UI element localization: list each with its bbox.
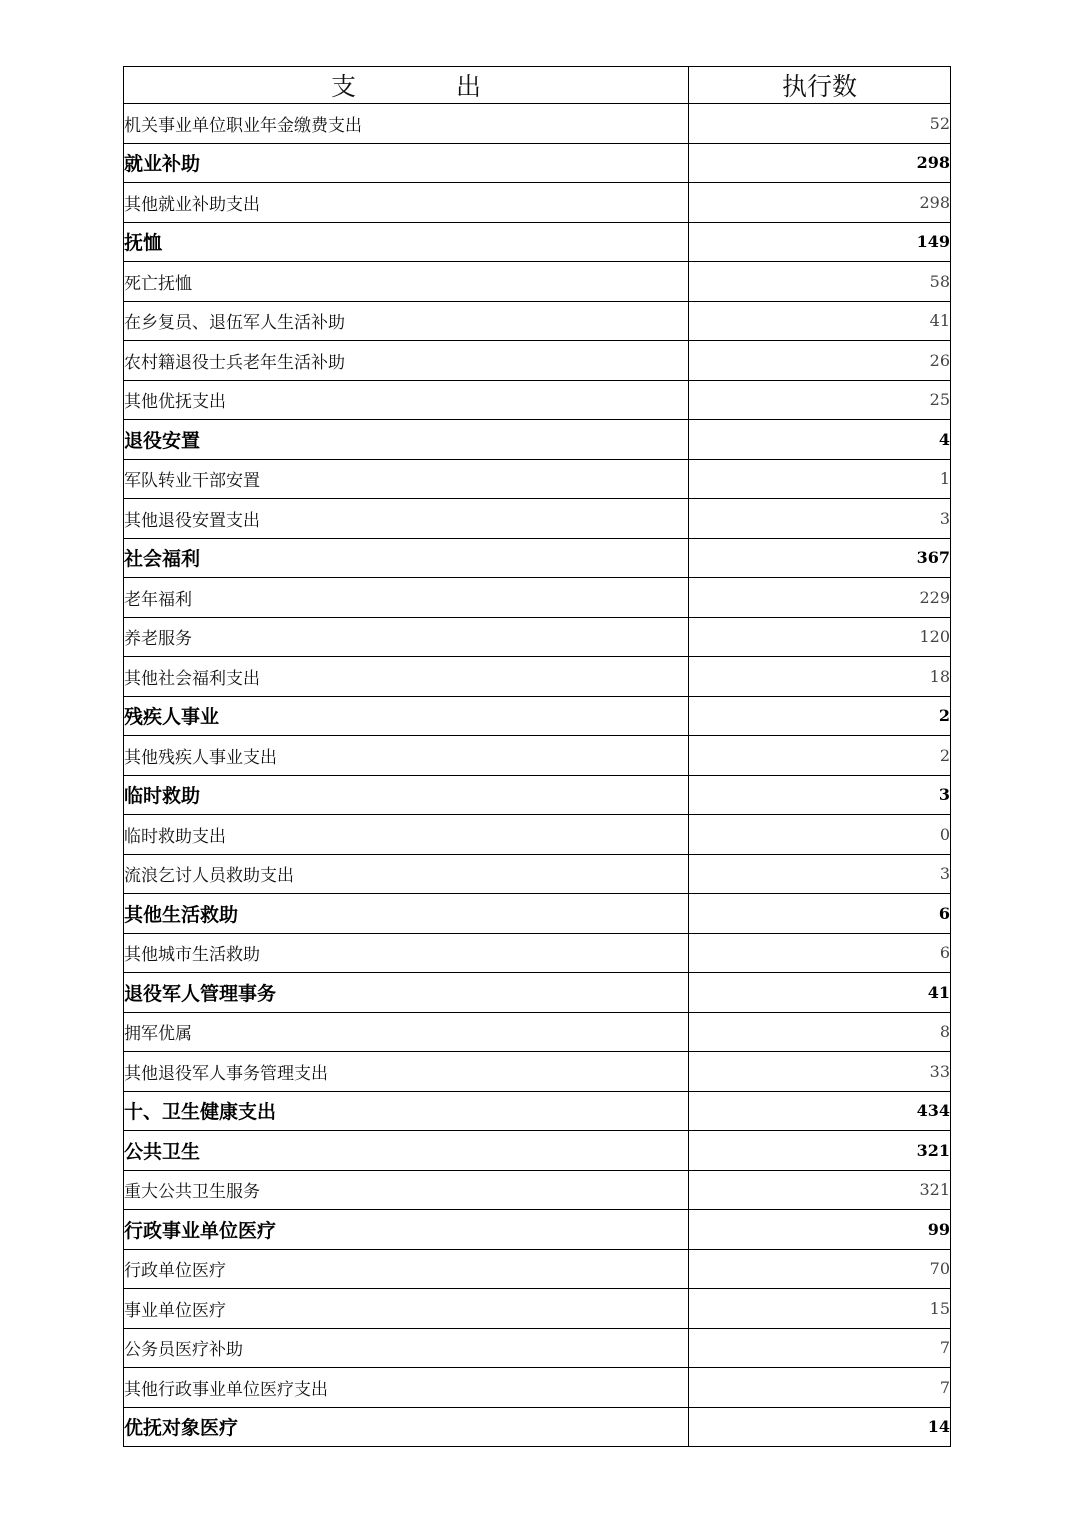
table-row	[124, 933, 951, 973]
row-item-value: 41	[689, 301, 951, 341]
row-item-name: 其他行政事业单位医疗支出	[124, 1368, 689, 1408]
row-item-value: 2	[689, 736, 951, 776]
table-row	[124, 973, 951, 1013]
row-item-value: 52	[689, 104, 951, 144]
table-row	[124, 815, 951, 855]
row-item-name: 在乡复员、退伍军人生活补助	[124, 301, 689, 341]
row-item-value: 14	[689, 1407, 951, 1447]
row-item-name: 残疾人事业	[124, 696, 689, 736]
row-item-value: 298	[689, 143, 951, 183]
row-item-name: 社会福利	[124, 538, 689, 578]
table-row	[124, 301, 951, 341]
row-item-name: 公共卫生	[124, 1131, 689, 1171]
row-item-value: 229	[689, 578, 951, 618]
table-row	[124, 183, 951, 223]
table-row	[124, 1052, 951, 1092]
table-row	[124, 222, 951, 262]
table-row	[124, 499, 951, 539]
row-item-value: 7	[689, 1328, 951, 1368]
table-row	[124, 736, 951, 776]
row-item-name: 临时救助	[124, 775, 689, 815]
row-item-name: 其他退役军人事务管理支出	[124, 1052, 689, 1092]
table-row	[124, 1170, 951, 1210]
row-item-name: 养老服务	[124, 617, 689, 657]
row-item-name: 行政单位医疗	[124, 1249, 689, 1289]
row-item-value: 4	[689, 420, 951, 460]
row-item-value: 3	[689, 499, 951, 539]
row-item-value: 41	[689, 973, 951, 1013]
table-row	[124, 420, 951, 460]
row-item-name: 机关事业单位职业年金缴费支出	[124, 104, 689, 144]
row-item-value: 149	[689, 222, 951, 262]
row-item-value: 7	[689, 1368, 951, 1408]
table-row	[124, 775, 951, 815]
table-body	[124, 104, 951, 1447]
row-item-name: 其他社会福利支出	[124, 657, 689, 697]
row-item-name: 临时救助支出	[124, 815, 689, 855]
row-item-name: 老年福利	[124, 578, 689, 618]
row-item-value: 58	[689, 262, 951, 302]
row-item-value: 0	[689, 815, 951, 855]
table-row	[124, 1210, 951, 1250]
row-item-name: 农村籍退役士兵老年生活补助	[124, 341, 689, 381]
row-item-name: 重大公共卫生服务	[124, 1170, 689, 1210]
table-row	[124, 1012, 951, 1052]
row-item-name: 死亡抚恤	[124, 262, 689, 302]
row-item-name: 其他城市生活救助	[124, 933, 689, 973]
row-item-name: 公务员医疗补助	[124, 1328, 689, 1368]
row-item-value: 15	[689, 1289, 951, 1329]
row-item-value: 321	[689, 1131, 951, 1171]
row-item-value: 298	[689, 183, 951, 223]
row-item-name: 十、卫生健康支出	[124, 1091, 689, 1131]
table-row	[124, 696, 951, 736]
row-item-value: 434	[689, 1091, 951, 1131]
table-row	[124, 538, 951, 578]
table-row	[124, 854, 951, 894]
row-item-value: 1	[689, 459, 951, 499]
row-item-name: 其他优抚支出	[124, 380, 689, 420]
row-item-name: 流浪乞讨人员救助支出	[124, 854, 689, 894]
row-item-name: 退役军人管理事务	[124, 973, 689, 1013]
row-item-name: 退役安置	[124, 420, 689, 460]
table-row	[124, 459, 951, 499]
table-header-row	[124, 67, 951, 104]
row-item-value: 6	[689, 933, 951, 973]
row-item-name: 其他就业补助支出	[124, 183, 689, 223]
row-item-value: 99	[689, 1210, 951, 1250]
expenditure-table	[123, 66, 951, 1447]
row-item-value: 321	[689, 1170, 951, 1210]
row-item-name: 其他生活救助	[124, 894, 689, 934]
row-item-name: 就业补助	[124, 143, 689, 183]
row-item-value: 70	[689, 1249, 951, 1289]
table-row	[124, 657, 951, 697]
table-row	[124, 1368, 951, 1408]
row-item-name: 优抚对象医疗	[124, 1407, 689, 1447]
row-item-value: 2	[689, 696, 951, 736]
header-expenditure	[124, 67, 689, 104]
row-item-name: 军队转业干部安置	[124, 459, 689, 499]
row-item-value: 3	[689, 854, 951, 894]
table-row	[124, 341, 951, 381]
row-item-value: 33	[689, 1052, 951, 1092]
row-item-value: 8	[689, 1012, 951, 1052]
row-item-value: 18	[689, 657, 951, 697]
row-item-value: 367	[689, 538, 951, 578]
table-row	[124, 1249, 951, 1289]
table-row	[124, 143, 951, 183]
row-item-name: 事业单位医疗	[124, 1289, 689, 1329]
row-item-name: 抚恤	[124, 222, 689, 262]
table-row	[124, 578, 951, 618]
table-row	[124, 104, 951, 144]
row-item-name: 行政事业单位医疗	[124, 1210, 689, 1250]
header-expenditure-char-1: 支	[330, 72, 356, 101]
table-row	[124, 1328, 951, 1368]
row-item-value: 25	[689, 380, 951, 420]
header-executed-amount: 执行数	[689, 67, 951, 104]
row-item-value: 3	[689, 775, 951, 815]
table-row	[124, 262, 951, 302]
table-row	[124, 617, 951, 657]
table-row	[124, 1091, 951, 1131]
row-item-value: 6	[689, 894, 951, 934]
row-item-value: 26	[689, 341, 951, 381]
row-item-value: 120	[689, 617, 951, 657]
table-row	[124, 1131, 951, 1171]
table-row	[124, 894, 951, 934]
header-expenditure-char-2: 出	[456, 72, 482, 101]
row-item-name: 其他残疾人事业支出	[124, 736, 689, 776]
table-row	[124, 1407, 951, 1447]
table-row	[124, 1289, 951, 1329]
row-item-name: 其他退役安置支出	[124, 499, 689, 539]
table-row	[124, 380, 951, 420]
row-item-name: 拥军优属	[124, 1012, 689, 1052]
